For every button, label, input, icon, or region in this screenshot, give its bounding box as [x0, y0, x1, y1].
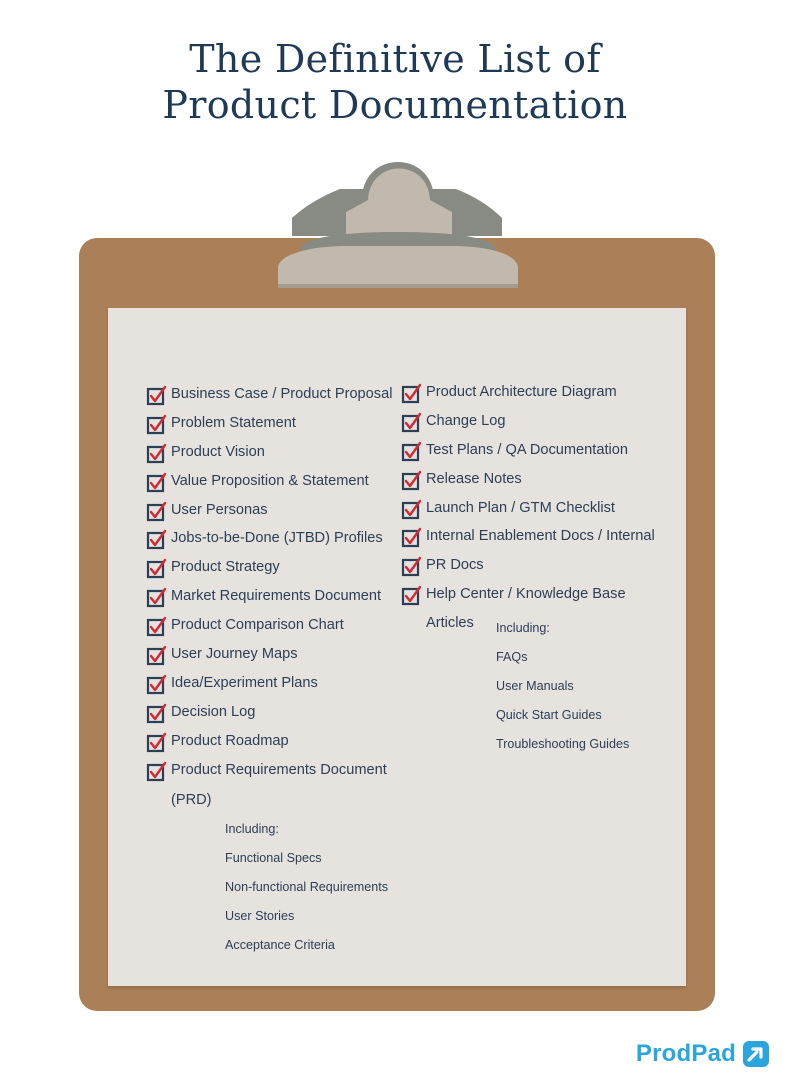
checked-checkbox-icon — [402, 471, 421, 491]
checked-checkbox-icon — [147, 530, 166, 550]
right-sublist — [496, 614, 629, 758]
checked-checkbox-icon — [402, 500, 421, 520]
sub-list-item: Non-functional Requirements — [225, 879, 389, 894]
checked-checkbox-icon — [402, 528, 421, 548]
sub-list-item: FAQs — [496, 649, 528, 664]
checked-checkbox-icon — [402, 586, 421, 606]
page-title — [0, 36, 790, 128]
checklist-item-label: Value Proposition & Statement — [171, 472, 369, 489]
checked-checkbox-icon — [402, 557, 421, 577]
checked-checkbox-icon — [147, 444, 166, 464]
checked-checkbox-icon — [147, 704, 166, 724]
checklist-item-label: User Journey Maps — [171, 646, 298, 663]
checklist-item-label: Product Architecture Diagram — [426, 384, 617, 400]
including-label: Including: — [496, 621, 550, 635]
checked-checkbox-icon — [147, 617, 166, 637]
checked-checkbox-icon — [147, 473, 166, 493]
sub-list-item: User Manuals — [496, 678, 574, 693]
sub-list-item: Acceptance Criteria — [225, 937, 335, 952]
checklist-item-label: Test Plans / QA Documentation — [426, 441, 628, 458]
prodpad-logo-icon — [742, 1040, 770, 1068]
right-item-continuation: Articles — [426, 615, 474, 631]
checklist-item-label: Decision Log — [171, 703, 256, 720]
checked-checkbox-icon — [147, 559, 166, 579]
checklist-item-label: Help Center / Knowledge Base — [426, 586, 626, 603]
title-line-1: The Definitive List of — [189, 37, 601, 81]
checklist-item-label: Market Requirements Document — [171, 588, 382, 605]
left-item-continuation: (PRD) — [171, 792, 212, 808]
checklist-item-label: Change Log — [426, 412, 506, 429]
checked-checkbox-icon — [402, 384, 421, 404]
checked-checkbox-icon — [147, 502, 166, 522]
brand-name: ProdPad — [635, 1040, 736, 1067]
checked-checkbox-icon — [147, 386, 166, 406]
including-label: Including: — [225, 822, 279, 836]
sub-list-item: User Stories — [225, 908, 295, 923]
checklist-item-label: Product Roadmap — [171, 732, 289, 749]
checklist-item-label: Idea/Experiment Plans — [171, 674, 318, 691]
checklist-item-label: Product Strategy — [171, 559, 280, 576]
sub-list-item: Quick Start Guides — [496, 707, 602, 722]
checklist-item-label: PR Docs — [426, 557, 484, 574]
brand-logo — [636, 1038, 770, 1070]
left-sublist — [225, 815, 388, 959]
checked-checkbox-icon — [402, 442, 421, 462]
checklist-item-label: Product Requirements Document — [171, 761, 387, 778]
checklist-item-label: Product Vision — [171, 443, 265, 460]
title-line-2: Product Documentation — [162, 83, 628, 127]
sub-list-item: Troubleshooting Guides — [496, 736, 630, 751]
checklist-item-label: Product Comparison Chart — [171, 617, 344, 634]
checked-checkbox-icon — [147, 588, 166, 608]
checklist-item-label: Business Case / Product Proposal — [171, 386, 393, 402]
checklist-item-label: Jobs-to-be-Done (JTBD) Profiles — [171, 530, 383, 547]
checklist-item-label: Release Notes — [426, 470, 522, 487]
checked-checkbox-icon — [147, 733, 166, 753]
checked-checkbox-icon — [147, 675, 166, 695]
checklist-item-label: Problem Statement — [171, 414, 296, 431]
checked-checkbox-icon — [147, 646, 166, 666]
sub-list-item: Functional Specs — [225, 850, 322, 865]
checklist-item-label: Launch Plan / GTM Checklist — [426, 499, 615, 516]
checklist-item-label: User Personas — [171, 501, 268, 518]
checklist-item-label: Internal Enablement Docs / Internal — [426, 528, 655, 545]
checked-checkbox-icon — [147, 415, 166, 435]
checked-checkbox-icon — [402, 413, 421, 433]
checked-checkbox-icon — [147, 762, 166, 782]
